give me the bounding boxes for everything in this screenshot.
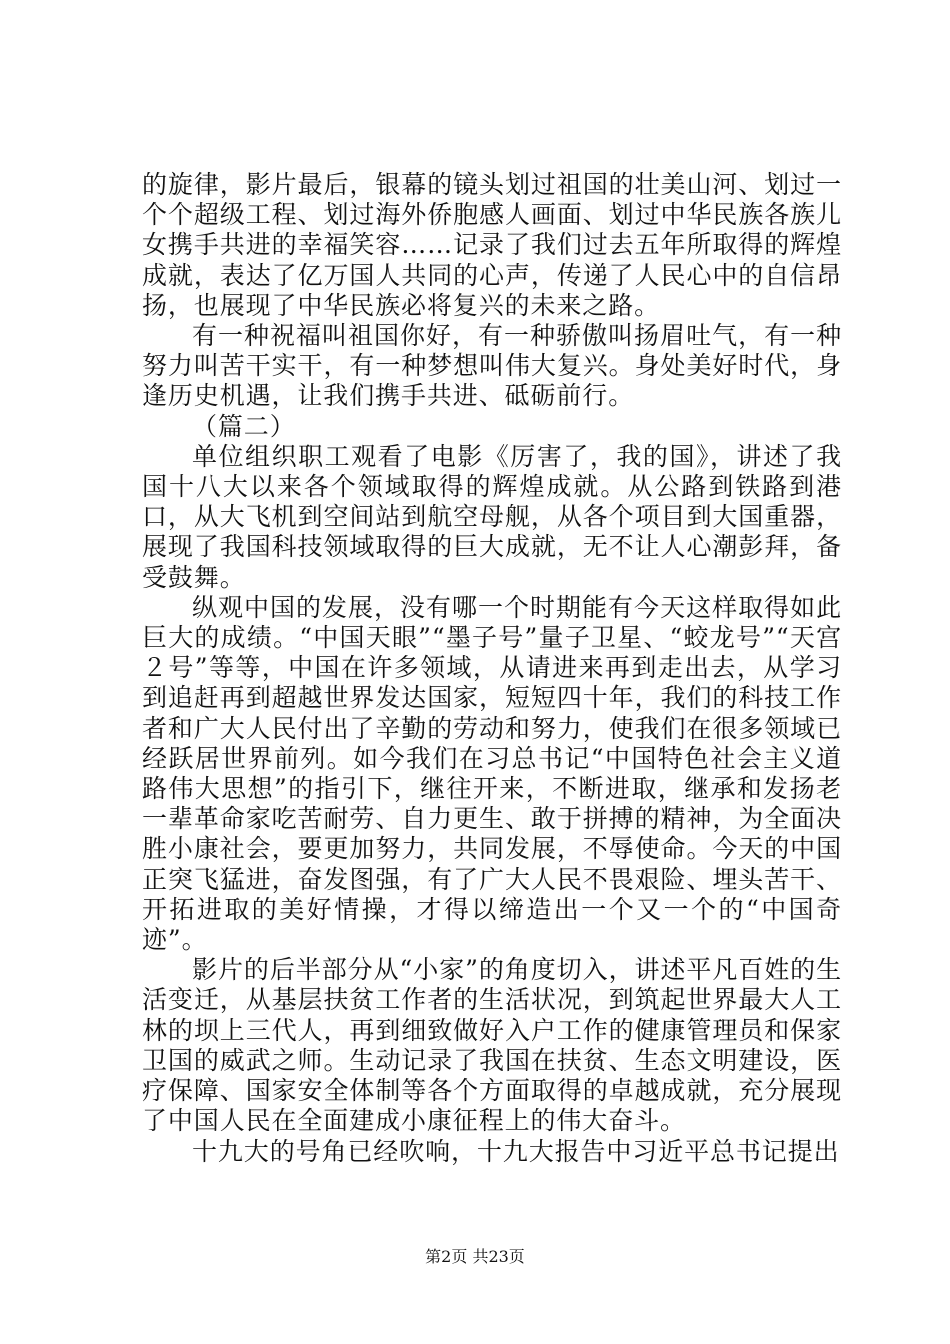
section-heading-part-two: （篇二） [192,411,296,441]
paragraph-development: 纵观中国的发展，没有哪一个时期能有今天这样取得如此巨大的成绩。“中国天眼”“墨子号”量子卫星、“蛟龙号”“天宫２号”等等，中国在许多领域，从请进来再到走出去，从学习到追赶再到超越世界发达国家，短短四十年，我们的科技工作者和广大人民付出了辛勤的劳动和努力，使我们在很多领域已经跃居世界前列。如今我们在习总书记“中国特色社会主义道路伟大思想”的指引下，继往开来，不断进取，继承和发扬老一辈革命家吃苦耐劳、自力更生、敢于拼搏的精神，为全面决胜小康社会，要更加努力，共同发展，不辱使命。今天的中国正突飞猛进，奋发图强，有了广大人民不畏艰险、埋头苦干、开拓进取的美好情操，才得以缔造出一个又一个的“中国奇迹”。 [142,592,842,955]
paragraph-continuation: 的旋律，影片最后，银幕的镜头划过祖国的壮美山河、划过一个个超级工程、划过海外侨胞感人画面、划过中华民族各族儿女携手共进的幸福笑容……记录了我们过去五年所取得的辉煌成就，表达了亿万国人共同的心声，传递了人民心中的自信昂扬，也展现了中华民族必将复兴的未来之路。 [142,170,842,320]
paragraph-blessing: 有一种祝福叫祖国你好，有一种骄傲叫扬眉吐气，有一种努力叫苦干实干，有一种梦想叫伟大复兴。身处美好时代，身逢历史机遇，让我们携手共进、砥砺前行。 [142,321,842,411]
body-text [142,170,842,1167]
paragraph-second-half: 影片的后半部分从“小家”的角度切入，讲述平凡百姓的生活变迁，从基层扶贫工作者的生活状况，到筑起世界最大人工林的坝上三代人，再到细致做好入户工作的健康管理员和保家卫国的威武之师。生动记录了我国在扶贫、生态文明建设，医疗保障、国家安全体制等各个方面取得的卓越成就，充分展现了中国人民在全面建成小康征程上的伟大奋斗。 [142,955,842,1136]
paragraph-nineteenth-congress: 十九大的号角已经吹响，十九大报告中习近平总书记提出 [192,1136,840,1166]
page-footer: 第2页 共23页 [425,1247,525,1266]
paragraph-film-intro: 单位组织职工观看了电影《厉害了，我的国》，讲述了我国十八大以来各个领域取得的辉煌成就。从公路到铁路到港口，从大飞机到空间站到航空母舰，从各个项目到大国重器，展现了我国科技领域取得的巨大成就，无不让人心潮彭拜，备受鼓舞。 [142,441,842,592]
